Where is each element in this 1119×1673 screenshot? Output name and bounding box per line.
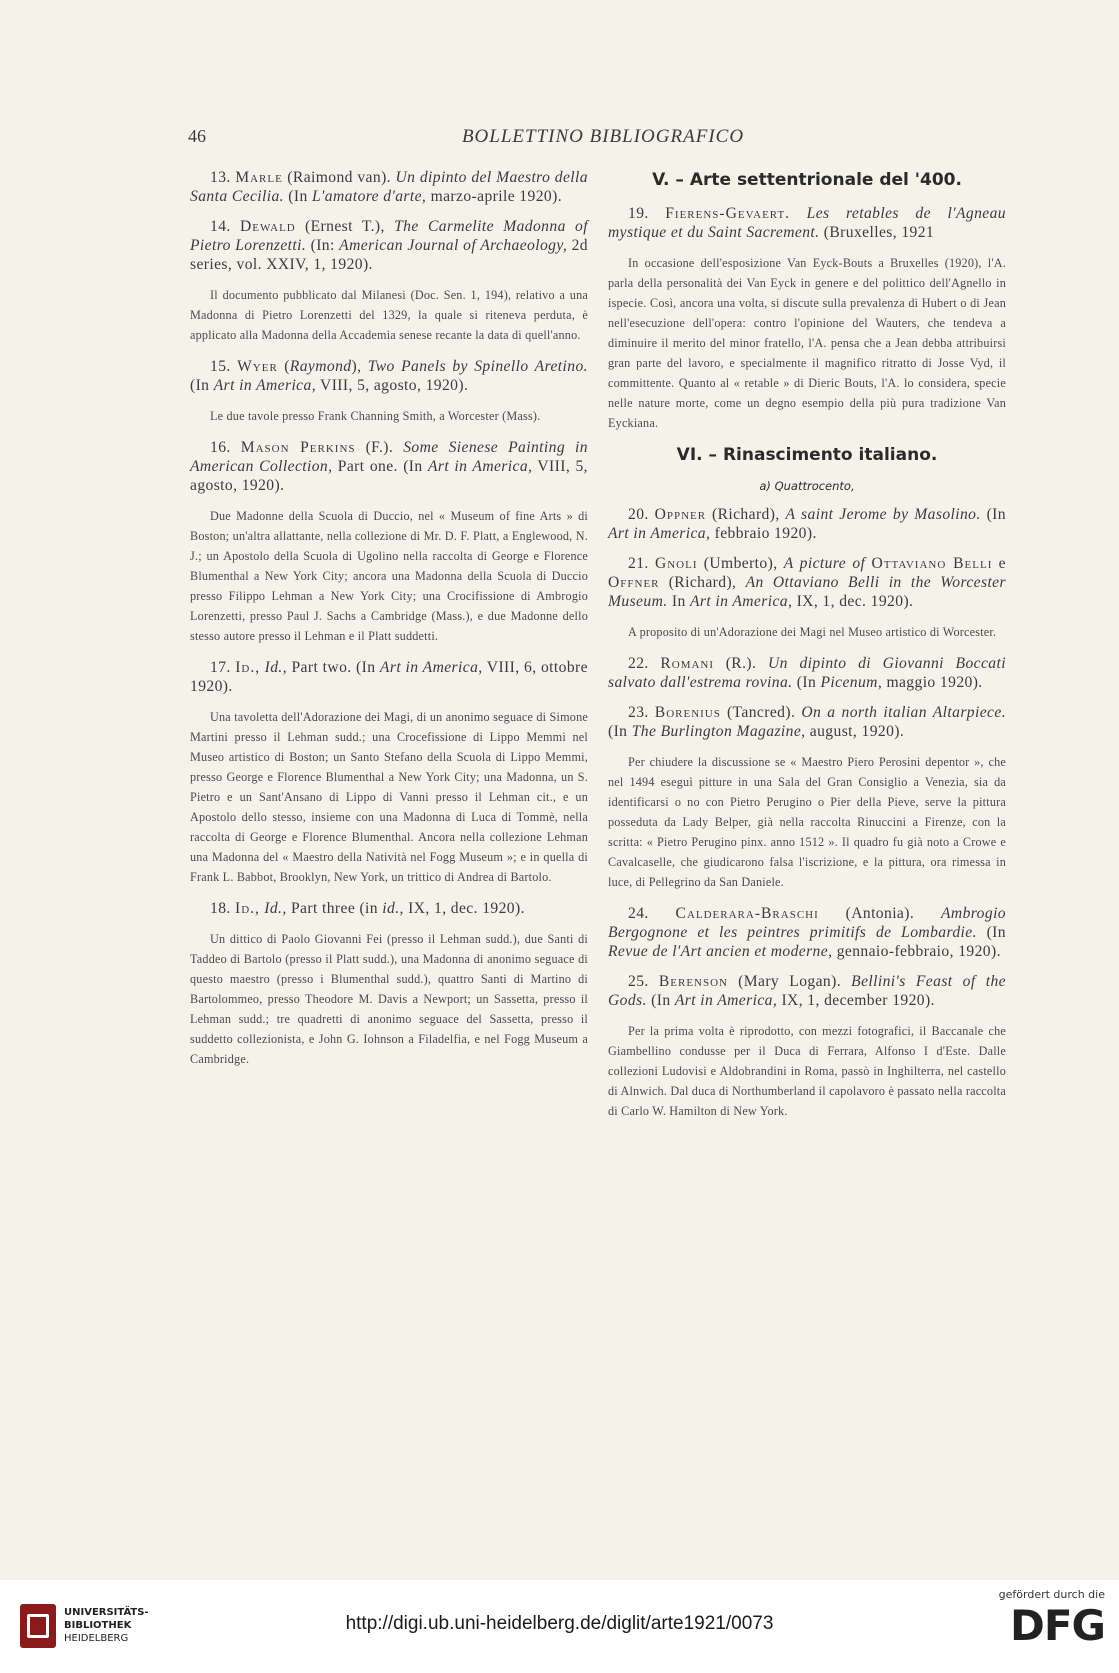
dfg-logo[interactable]: DFG bbox=[1009, 1601, 1105, 1650]
note-23: Per chiudere la discussione se « Maestro Piero Perosini depentor », che nel 1494 eseguì pitture in una Sala del Gran Consiglio a Venezia, sia da identificarsi o no con Pietro Perugino o Pier della Pieve, serve la pittura posseduta da Lady Belper, già nella raccolta Rinuccini a Firenze, con la scritta: « Pietro Perugino pinx. anno 1512 ». Il quadro fu già noto a Crowe e Cavalcaselle, che giudicarono falsa l'iscrizione, e la pittura, ora rimessa in luce, di Pellegrino da San Daniele. bbox=[608, 755, 1006, 889]
note-16: Due Madonne della Scuola di Duccio, nel « Museum of fine Arts » di Boston; un'altra allattante, nella collezione di Mr. D. F. Platt, a Englewood, N. J.; un Apostolo della Scuola di Ugolino nella raccolta di George e Florence Blumenthal a New York City; ancora una Madonna della Scuola di Duccio presso Filippo Lehman a New York City; una Crocifissione di Ambrogio Lorenzetti, presso Paul J. Sachs a Cambridge (Mass.), e due Madonne dello stesso autore presso il Lehman e il Platt suddetti. bbox=[190, 509, 588, 643]
footer-bar bbox=[0, 1580, 1119, 1673]
library-name-line-2: BIBLIOTHEK bbox=[64, 1620, 132, 1631]
left-column bbox=[190, 168, 588, 1081]
entry-15: 15. Wyer (Raymond), Two Panels by Spinello Aretino. (In Art in America, VIII, 5, agosto, 1920). bbox=[190, 358, 588, 394]
entry-18: 18. Id., Id., Part three (in id., IX, 1, dec. 1920). bbox=[210, 900, 525, 917]
dfg-funding bbox=[985, 1588, 1105, 1668]
right-column bbox=[608, 168, 1006, 1133]
page-header bbox=[188, 126, 1018, 154]
library-name-line-3: HEIDELBERG bbox=[64, 1633, 129, 1644]
entry-17: 17. Id., Id., Part two. (In Art in America, VIII, 6, ottobre 1920). bbox=[190, 659, 588, 695]
library-name-line-1: UNIVERSITÄTS- bbox=[64, 1607, 149, 1618]
section-heading-v: V. – Arte settentrionale del '400. bbox=[652, 170, 962, 190]
note-21: A proposito di un'Adorazione dei Magi nel Museo artistico di Worcester. bbox=[628, 625, 997, 639]
entry-24: 24. Calderara-Braschi (Antonia). Ambrogio Bergognone et les peintres primitifs de Lombardie. (In Revue de l'Art ancien et moderne, gennaio-febbraio, 1920). bbox=[608, 905, 1006, 960]
running-title: BOLLETTINO BIBLIOGRAFICO bbox=[461, 126, 745, 147]
section-heading-vi: VI. – Rinascimento italiano. bbox=[676, 445, 938, 465]
entry-14: 14. Dewald (Ernest T.), The Carmelite Madonna of Pietro Lorenzetti. (In: American Journal of Archaeology, 2d series, vol. XXIV, 1, 1920). bbox=[190, 218, 588, 273]
note-25: Per la prima volta è riprodotto, con mezzi fotografici, il Baccanale che Giambellino condusse per il Duca di Ferrara, Alfonso I d'Este. Dalle collezioni Ludovisi e Aldobrandini in Roma, passò in Inghilterra, nel castello di Alnwich. Dal duca di Northumberland il capolavoro è passato nella raccolta di Carlo W. Hamilton di New York. bbox=[608, 1024, 1006, 1118]
note-15: Le due tavole presso Frank Channing Smith, a Worcester (Mass). bbox=[210, 409, 541, 423]
entry-22: 22. Romani (R.). Un dipinto di Giovanni Boccati salvato dall'estrema rovina. (In Picenum, maggio 1920). bbox=[608, 655, 1006, 691]
entry-19: 19. Fierens-Gevaert. Les retables de l'Agneau mystique et du Saint Sacrement. (Bruxelles, 1921 bbox=[608, 205, 1006, 241]
entry-25: 25. Berenson (Mary Logan). Bellini's Feast of the Gods. (In Art in America, IX, 1, december 1920). bbox=[608, 973, 1006, 1009]
note-19: In occasione dell'esposizione Van Eyck-Bouts a Bruxelles (1920), l'A. parla della personalità dei Van Eyck in genere e del polittico dell'Agnello in ispecie. Così, ancora una volta, si discute sulla prevalenza di Hubert o di Jean nell'esecuzione dell'opera: contro l'opinione del Wauters, che tendeva a diminuire il merito del minor fratello, l'A. pensa che a Jean debba attribuirsi gran parte del lavoro, e specialmente il magnifico ritratto di Josse Vyd, il committente. Quanto al « retable » di Dieric Bouts, l'A. lo considera, specie nelle nature morte, come un degno esempio della più pura tradizione Van Eyckiana. bbox=[608, 256, 1006, 430]
entry-13: 13. Marle (Raimond van). Un dipinto del Maestro della Santa Cecilia. (In L'amatore d'arte, marzo-aprile 1920). bbox=[190, 169, 588, 205]
subsection-heading-a: a) Quattrocento, bbox=[759, 479, 855, 493]
entry-16: 16. Mason Perkins (F.). Some Sienese Painting in American Collection, Part one. (In Art in America, VIII, 5, agosto, 1920). bbox=[190, 439, 588, 494]
entry-23: 23. Borenius (Tancred). On a north italian Altarpiece. (In The Burlington Magazine, august, 1920). bbox=[608, 704, 1006, 740]
entry-21: 21. Gnoli (Umberto), A picture of Ottaviano Belli e Offner (Richard), An Ottaviano Belli in the Worcester Museum. In Art in America, IX, 1, dec. 1920). bbox=[608, 555, 1006, 610]
note-18: Un dittico di Paolo Giovanni Fei (presso il Lehman sudd.), due Santi di Taddeo di Bartolo (presso il Platt sudd.), una Madonna di anonimo seguace di questo maestro (presso i Blumenthal sudd.), quattro Santi di Martino di Bartolommeo, presso Theodore M. Davis a Newport; un Sassetta, presso il Lehman sudd.; tre quadretti di anonimo seguace del Sassetta, presso il suddetto collezionista, e John G. Iohnson a Filadelfia, e nel Fogg Museum a Cambridge. bbox=[190, 932, 588, 1066]
note-17: Una tavoletta dell'Adorazione dei Magi, di un anonimo seguace di Simone Martini presso il Lehman sudd.; una Crocefissione di Lippo Memmi nel Museo artistico di Boston; un Santo Stefano della Scuola di Lippo Memmi, presso George e Florence Blumenthal a New York City; una Madonna, un S. Pietro e un Sant'Ansano di Lippo di Vanni presso il Lehman cit., e un Apostolo dello stesso, insieme con una Madonna di Luca di Tommè, nella raccolta di George e Florence Blumenthal. Ancora nella collezione Lehman una Madonna del « Maestro della Natività nel Fogg Museum »; e in quella di Frank L. Babbot, Brooklyn, New York, un trittico di Andrea di Bartolo. bbox=[190, 710, 588, 884]
note-14: Il documento pubblicato dal Milanesi (Doc. Sen. 1, 194), relativo a una Madonna di Pietro Lorenzetti del 1329, la quale si riteneva perduta, è applicato alla Madonna della Accademia senese recante la data di quell'anno. bbox=[190, 288, 588, 342]
permalink-url[interactable]: http://digi.ub.uni-heidelberg.de/diglit/arte1921/0073 bbox=[345, 1613, 774, 1634]
entry-20: 20. Oppner (Richard), A saint Jerome by Masolino. (In Art in America, febbraio 1920). bbox=[608, 506, 1006, 542]
funding-label: gefördert durch die bbox=[998, 1588, 1105, 1601]
page-number: 46 bbox=[188, 126, 206, 146]
